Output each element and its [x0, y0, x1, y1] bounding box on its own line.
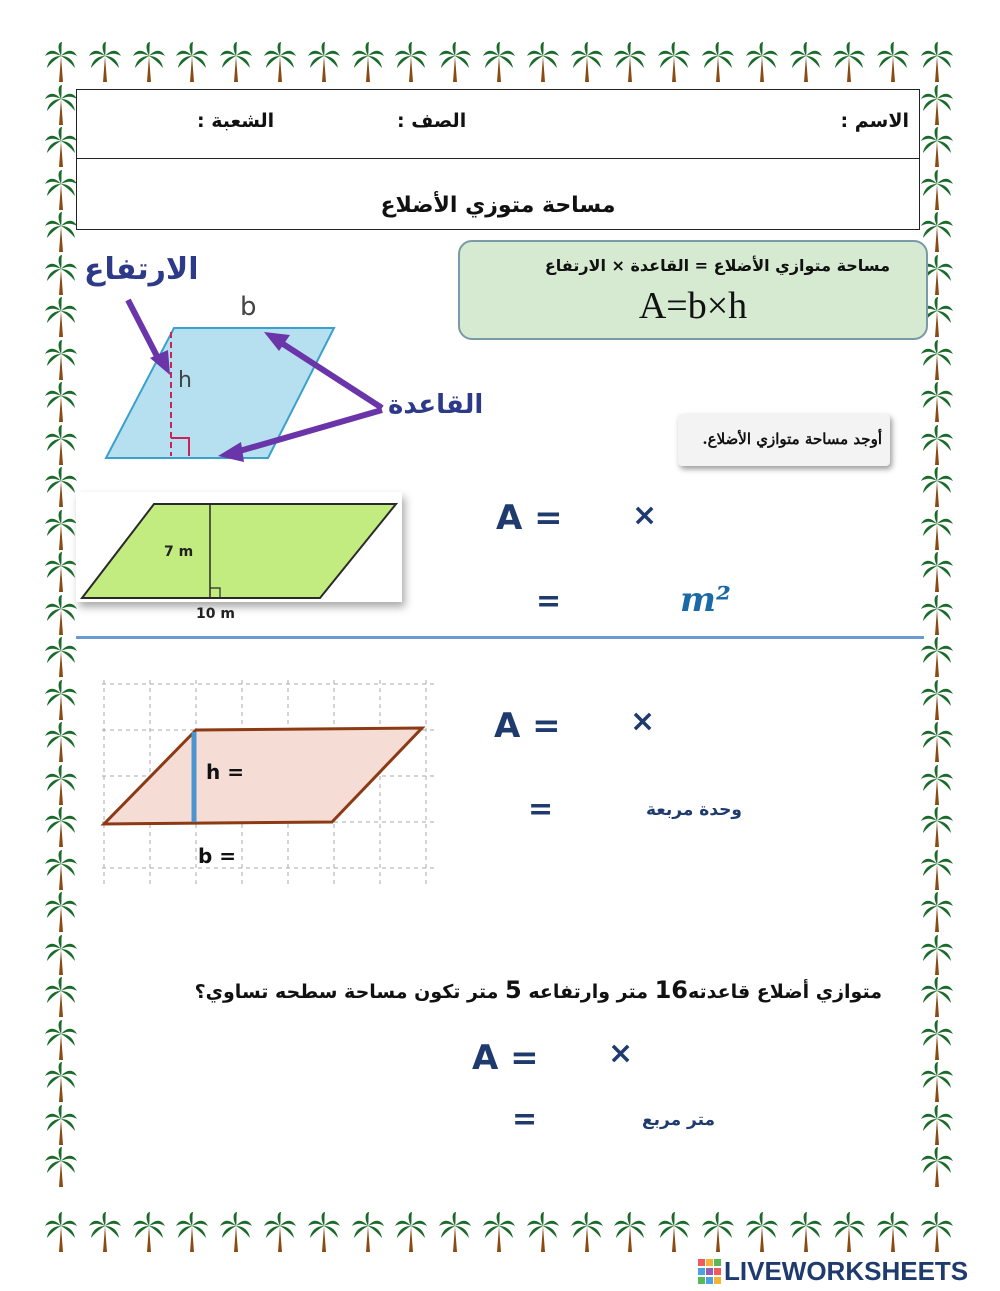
palm-tree-icon	[394, 42, 428, 82]
palm-tree-icon	[920, 595, 954, 635]
palm-tree-icon	[44, 552, 78, 592]
palm-tree-icon	[526, 1212, 560, 1252]
palm-tree-icon	[920, 510, 954, 550]
palm-tree-icon	[920, 1020, 954, 1060]
p3-equals-sign: =	[512, 1102, 538, 1137]
palm-tree-icon	[44, 637, 78, 677]
palm-tree-icon	[44, 127, 78, 167]
p2-equals-sign: =	[528, 792, 554, 827]
palm-tree-icon	[570, 1212, 604, 1252]
palm-tree-icon	[175, 1212, 209, 1252]
palm-tree-icon	[701, 1212, 735, 1252]
formula-box	[458, 240, 928, 340]
palm-tree-icon	[832, 42, 866, 82]
palm-tree-icon	[920, 425, 954, 465]
palm-tree-icon	[920, 1105, 954, 1145]
palm-tree-icon	[175, 42, 209, 82]
palm-tree-icon	[920, 467, 954, 507]
palm-tree-icon	[438, 42, 472, 82]
palm-tree-icon	[44, 1062, 78, 1102]
p2-h-label: h =	[206, 760, 244, 784]
palm-tree-icon	[394, 1212, 428, 1252]
palm-tree-icon	[438, 1212, 472, 1252]
p2-area-label: A =	[494, 706, 561, 746]
palm-tree-icon	[920, 42, 954, 82]
palm-tree-icon	[745, 42, 779, 82]
palm-tree-icon	[219, 42, 253, 82]
p2-times-sign: ×	[630, 704, 656, 739]
palm-tree-icon	[263, 42, 297, 82]
instruction-text: أوجد مساحة متوازي الأضلاع.	[702, 430, 882, 448]
p2-unit: وحدة مربعة	[646, 800, 742, 820]
name-label: الاسم :	[840, 110, 909, 132]
palm-tree-icon	[613, 42, 647, 82]
palm-tree-icon	[44, 1212, 78, 1252]
palm-tree-icon	[44, 425, 78, 465]
palm-tree-icon	[920, 680, 954, 720]
base-label: القاعدة	[388, 390, 484, 420]
palm-tree-icon	[920, 552, 954, 592]
p1-times-sign: ×	[632, 498, 658, 533]
palm-tree-icon	[482, 1212, 516, 1252]
palm-tree-icon	[745, 1212, 779, 1252]
palm-tree-icon	[44, 892, 78, 932]
palm-tree-icon	[482, 42, 516, 82]
palm-tree-icon	[44, 595, 78, 635]
p1-equals-sign: =	[536, 584, 562, 619]
palm-tree-icon	[44, 765, 78, 805]
palm-tree-icon	[876, 42, 910, 82]
p3-question-part2: متر وارتفاعه	[521, 981, 655, 1003]
palm-tree-icon	[789, 42, 823, 82]
palm-tree-icon	[920, 382, 954, 422]
p1-unit: m²	[680, 580, 731, 620]
palm-tree-icon	[920, 170, 954, 210]
p2-b-label: b =	[198, 844, 237, 868]
palm-tree-icon	[657, 42, 691, 82]
palm-tree-icon	[44, 977, 78, 1017]
palm-tree-icon	[44, 297, 78, 337]
palm-tree-icon	[44, 382, 78, 422]
p3-question	[195, 976, 882, 1004]
palm-tree-icon	[920, 1062, 954, 1102]
pink-parallelogram	[104, 728, 422, 824]
liveworksheets-logo	[698, 1256, 968, 1287]
palm-tree-icon	[307, 42, 341, 82]
palm-tree-icon	[44, 935, 78, 975]
palm-tree-icon	[920, 935, 954, 975]
palm-tree-icon	[44, 1020, 78, 1060]
palm-tree-icon	[920, 85, 954, 125]
grid-parallelogram-figure	[96, 676, 442, 890]
palm-tree-icon	[44, 1105, 78, 1145]
palm-tree-icon	[44, 1147, 78, 1187]
p1-area-label: A =	[496, 498, 563, 538]
height-value: 7 m	[164, 544, 194, 560]
palm-tree-icon	[920, 1147, 954, 1187]
p3-question-part1: متوازي أضلاع قاعدته	[688, 981, 882, 1003]
green-parallelogram	[82, 504, 396, 598]
palm-tree-icon	[44, 467, 78, 507]
palm-tree-icon	[44, 680, 78, 720]
palm-tree-icon	[44, 170, 78, 210]
palm-tree-icon	[920, 765, 954, 805]
palm-tree-icon	[701, 42, 735, 82]
palm-tree-icon	[920, 977, 954, 1017]
class-label: الصف :	[397, 110, 467, 132]
palm-tree-icon	[44, 212, 78, 252]
palm-tree-icon	[920, 722, 954, 762]
palm-tree-icon	[657, 1212, 691, 1252]
palm-tree-icon	[44, 85, 78, 125]
height-label: الارتفاع	[84, 252, 199, 287]
palm-tree-icon	[613, 1212, 647, 1252]
palm-tree-icon	[88, 42, 122, 82]
base-value: 10 m	[196, 606, 235, 622]
height-arrow-line	[128, 300, 160, 362]
palm-tree-icon	[920, 340, 954, 380]
liveworksheets-brand-text: LIVEWORKSHEETS	[724, 1256, 969, 1286]
p3-area-label: A =	[472, 1038, 539, 1078]
section-divider	[76, 636, 924, 639]
student-info-box	[76, 89, 920, 159]
palm-tree-icon	[351, 42, 385, 82]
liveworksheets-icon	[698, 1259, 722, 1285]
instruction-box	[678, 414, 890, 466]
palm-tree-icon	[44, 255, 78, 295]
p3-height-number: 5	[505, 976, 522, 1004]
palm-tree-icon	[920, 1212, 954, 1252]
palm-tree-icon	[920, 807, 954, 847]
p3-question-part3: متر تكون مساحة سطحه تساوي؟	[194, 981, 505, 1003]
b-label: b	[240, 292, 257, 322]
problem1-figure	[76, 492, 402, 602]
palm-tree-icon	[44, 850, 78, 890]
palm-tree-icon	[132, 1212, 166, 1252]
palm-tree-icon	[44, 510, 78, 550]
palm-tree-icon	[876, 1212, 910, 1252]
page-title: مساحة متوزي الأضلاع	[380, 193, 616, 218]
palm-tree-icon	[44, 340, 78, 380]
h-label: h	[178, 368, 192, 393]
palm-tree-icon	[920, 892, 954, 932]
palm-tree-icon	[263, 1212, 297, 1252]
palm-tree-icon	[351, 1212, 385, 1252]
palm-tree-icon	[789, 1212, 823, 1252]
title-box	[76, 157, 920, 230]
palm-tree-icon	[132, 42, 166, 82]
palm-tree-icon	[307, 1212, 341, 1252]
palm-tree-icon	[920, 127, 954, 167]
palm-tree-icon	[920, 637, 954, 677]
palm-tree-icon	[44, 42, 78, 82]
section-label: الشعبة :	[197, 110, 275, 132]
palm-tree-icon	[832, 1212, 866, 1252]
palm-tree-icon	[44, 722, 78, 762]
p3-times-sign: ×	[608, 1036, 634, 1071]
p3-unit: متر مربع	[642, 1110, 716, 1130]
blue-parallelogram	[106, 328, 334, 458]
p3-base-number: 16	[654, 976, 688, 1004]
palm-tree-icon	[219, 1212, 253, 1252]
palm-tree-icon	[570, 42, 604, 82]
formula-text: مساحة متوازي الأضلاع = القاعدة × الارتفاع	[544, 256, 890, 275]
formula-symbolic: A=b×h	[638, 285, 748, 327]
palm-tree-icon	[88, 1212, 122, 1252]
palm-tree-icon	[44, 807, 78, 847]
palm-tree-icon	[526, 42, 560, 82]
palm-tree-icon	[920, 850, 954, 890]
